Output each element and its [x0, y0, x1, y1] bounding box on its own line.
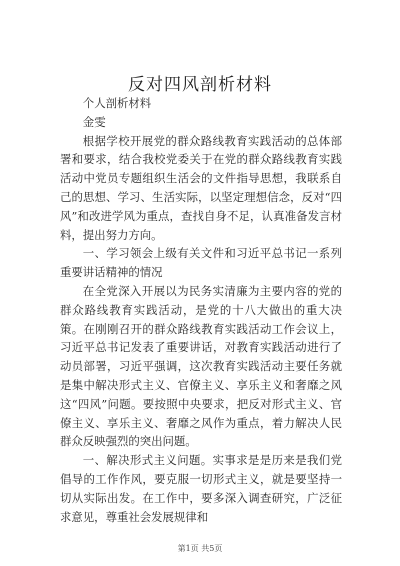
- paragraph-background: 在全党深入开展以为民务实清廉为主要内容的党的群众路线教育实践活动，是党的十八大做出的重大决策。在刚刚召开的群众路线教育实践活动工作会议上，习近平总书记发表了重要讲话，对教育实践活动进行了动员部署，习近平强调，这次教育实践活动主要任务就是集中解决形式主义、官僚主义、享乐主义和奢靡之风这“四风”问题。要按照中央要求，把反对形式主义、官僚主义、享乐主义、奢靡之风作为重点，着力解决人民群众反映强烈的突出问题。: [60, 283, 342, 449]
- page-indicator: 第1页 共5页: [177, 544, 223, 553]
- document-title: 反对四风剖析材料: [128, 75, 272, 95]
- document-subtitle: 个人剖析材料: [82, 96, 152, 110]
- paragraph-formalism: 一、解决形式主义问题。实事求是是历来是我们党倡导的工作作风，要克服一切形式主义，就是要坚持一切从实际出发。在工作中，要多深入调查研究，广泛征求意见，尊重社会发展规律和: [60, 453, 342, 524]
- paragraph-intro: 根据学校开展党的群众路线教育实践活动的总体部署和要求，结合我校党委关于在党的群众路线教育实践活动中党员专题组织生活会的文件指导思想，我联系自己的思想、学习、生活实际，以坚定理想信念，反对“四风”和改进学风为重点，查找自身不足，认真准备发言材料，提出努力方向。: [60, 133, 342, 242]
- document-body: [60, 94, 342, 526]
- document-author: 金雯: [82, 114, 106, 129]
- section-heading: 一、学习领会上级有关文件和习近平总书记一系列重要讲话精神的情况: [60, 246, 342, 280]
